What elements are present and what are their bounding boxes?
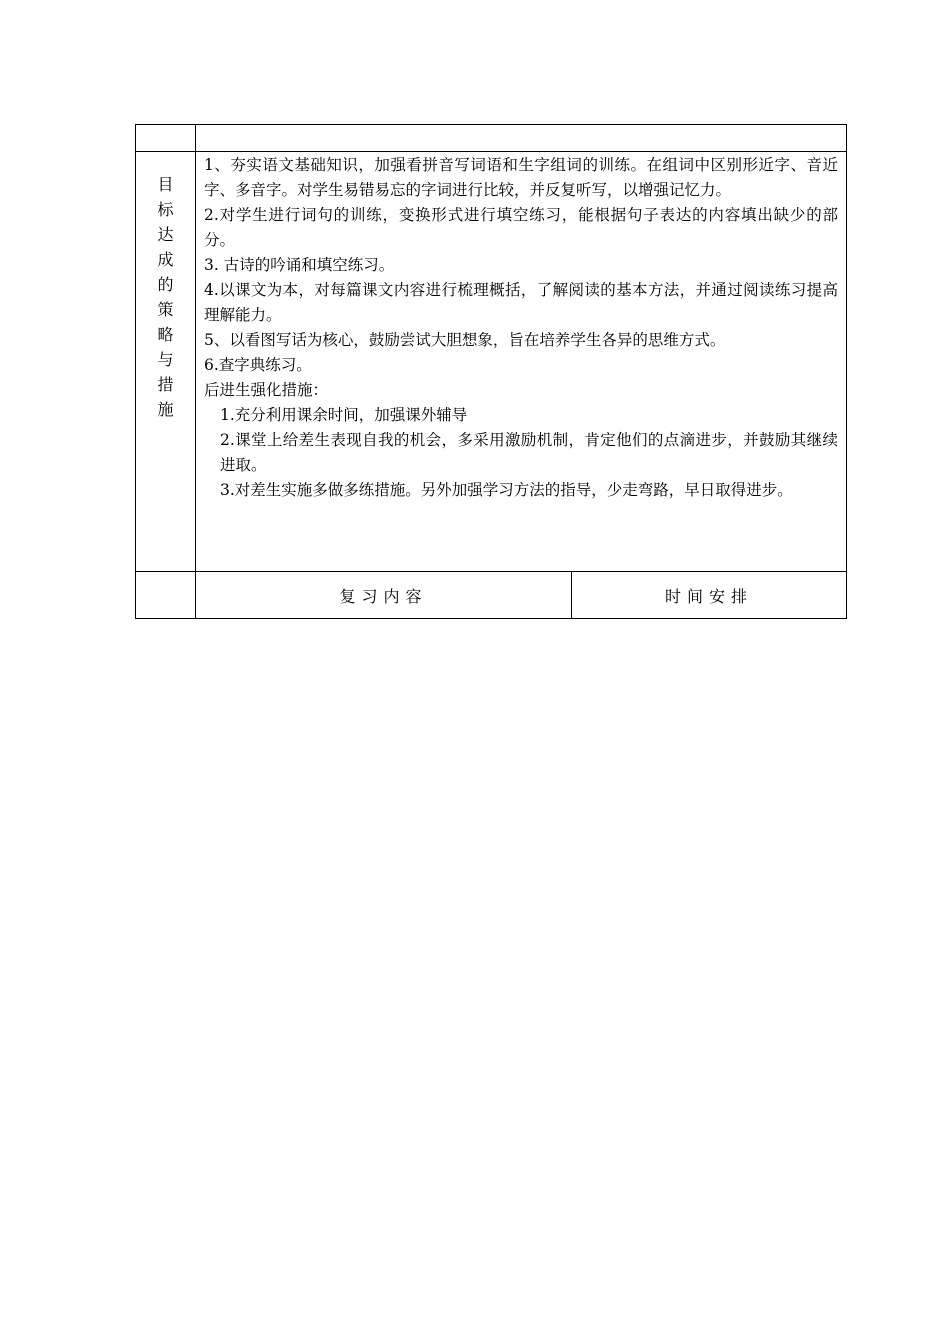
empty-content-cell	[196, 125, 847, 152]
review-content-header: 复习内容	[196, 572, 572, 619]
remedial-item: 1.充分利用课余时间，加强课外辅导	[220, 406, 468, 424]
strategy-label: 目标达成的策略与措施	[157, 175, 174, 419]
schedule-header: 时间安排	[572, 572, 847, 619]
remedial-item: 2.课堂上给差生表现自我的机会，多采用激励机制，肯定他们的点滴进步，并鼓励其继续进取。	[220, 431, 838, 474]
remedial-heading: 后进生强化措施：	[204, 381, 329, 399]
review-header-row	[136, 572, 847, 619]
remedial-item: 3.对差生实施多做多练措施。另外加强学习方法的指导，少走弯路，早日取得进步。	[220, 481, 793, 499]
empty-label-cell	[136, 125, 196, 152]
table-header-row	[136, 125, 847, 152]
strategy-row	[136, 152, 847, 572]
empty-footer-label-cell	[136, 572, 196, 619]
strategy-item: 5、以看图写话为核心，鼓励尝试大胆想象，旨在培养学生各异的思维方式。	[204, 331, 726, 349]
plan-table	[135, 124, 847, 619]
strategy-content-cell	[196, 152, 847, 572]
strategy-item: 3. 古诗的吟诵和填空练习。	[204, 256, 395, 274]
strategy-item: 2.对学生进行词句的训练，变换形式进行填空练习，能根据句子表达的内容填出缺少的部分。	[204, 206, 838, 249]
strategy-label-cell	[136, 152, 196, 572]
strategy-item: 4.以课文为本，对每篇课文内容进行梳理概括，了解阅读的基本方法，并通过阅读练习提高理解能力。	[204, 281, 838, 324]
strategy-item: 1、夯实语文基础知识，加强看拼音写词语和生字组词的训练。在组词中区别形近字、音近字、多音字。对学生易错易忘的字词进行比较，并反复听写，以增强记忆力。	[204, 156, 838, 199]
strategy-item: 6.查字典练习。	[204, 356, 312, 374]
